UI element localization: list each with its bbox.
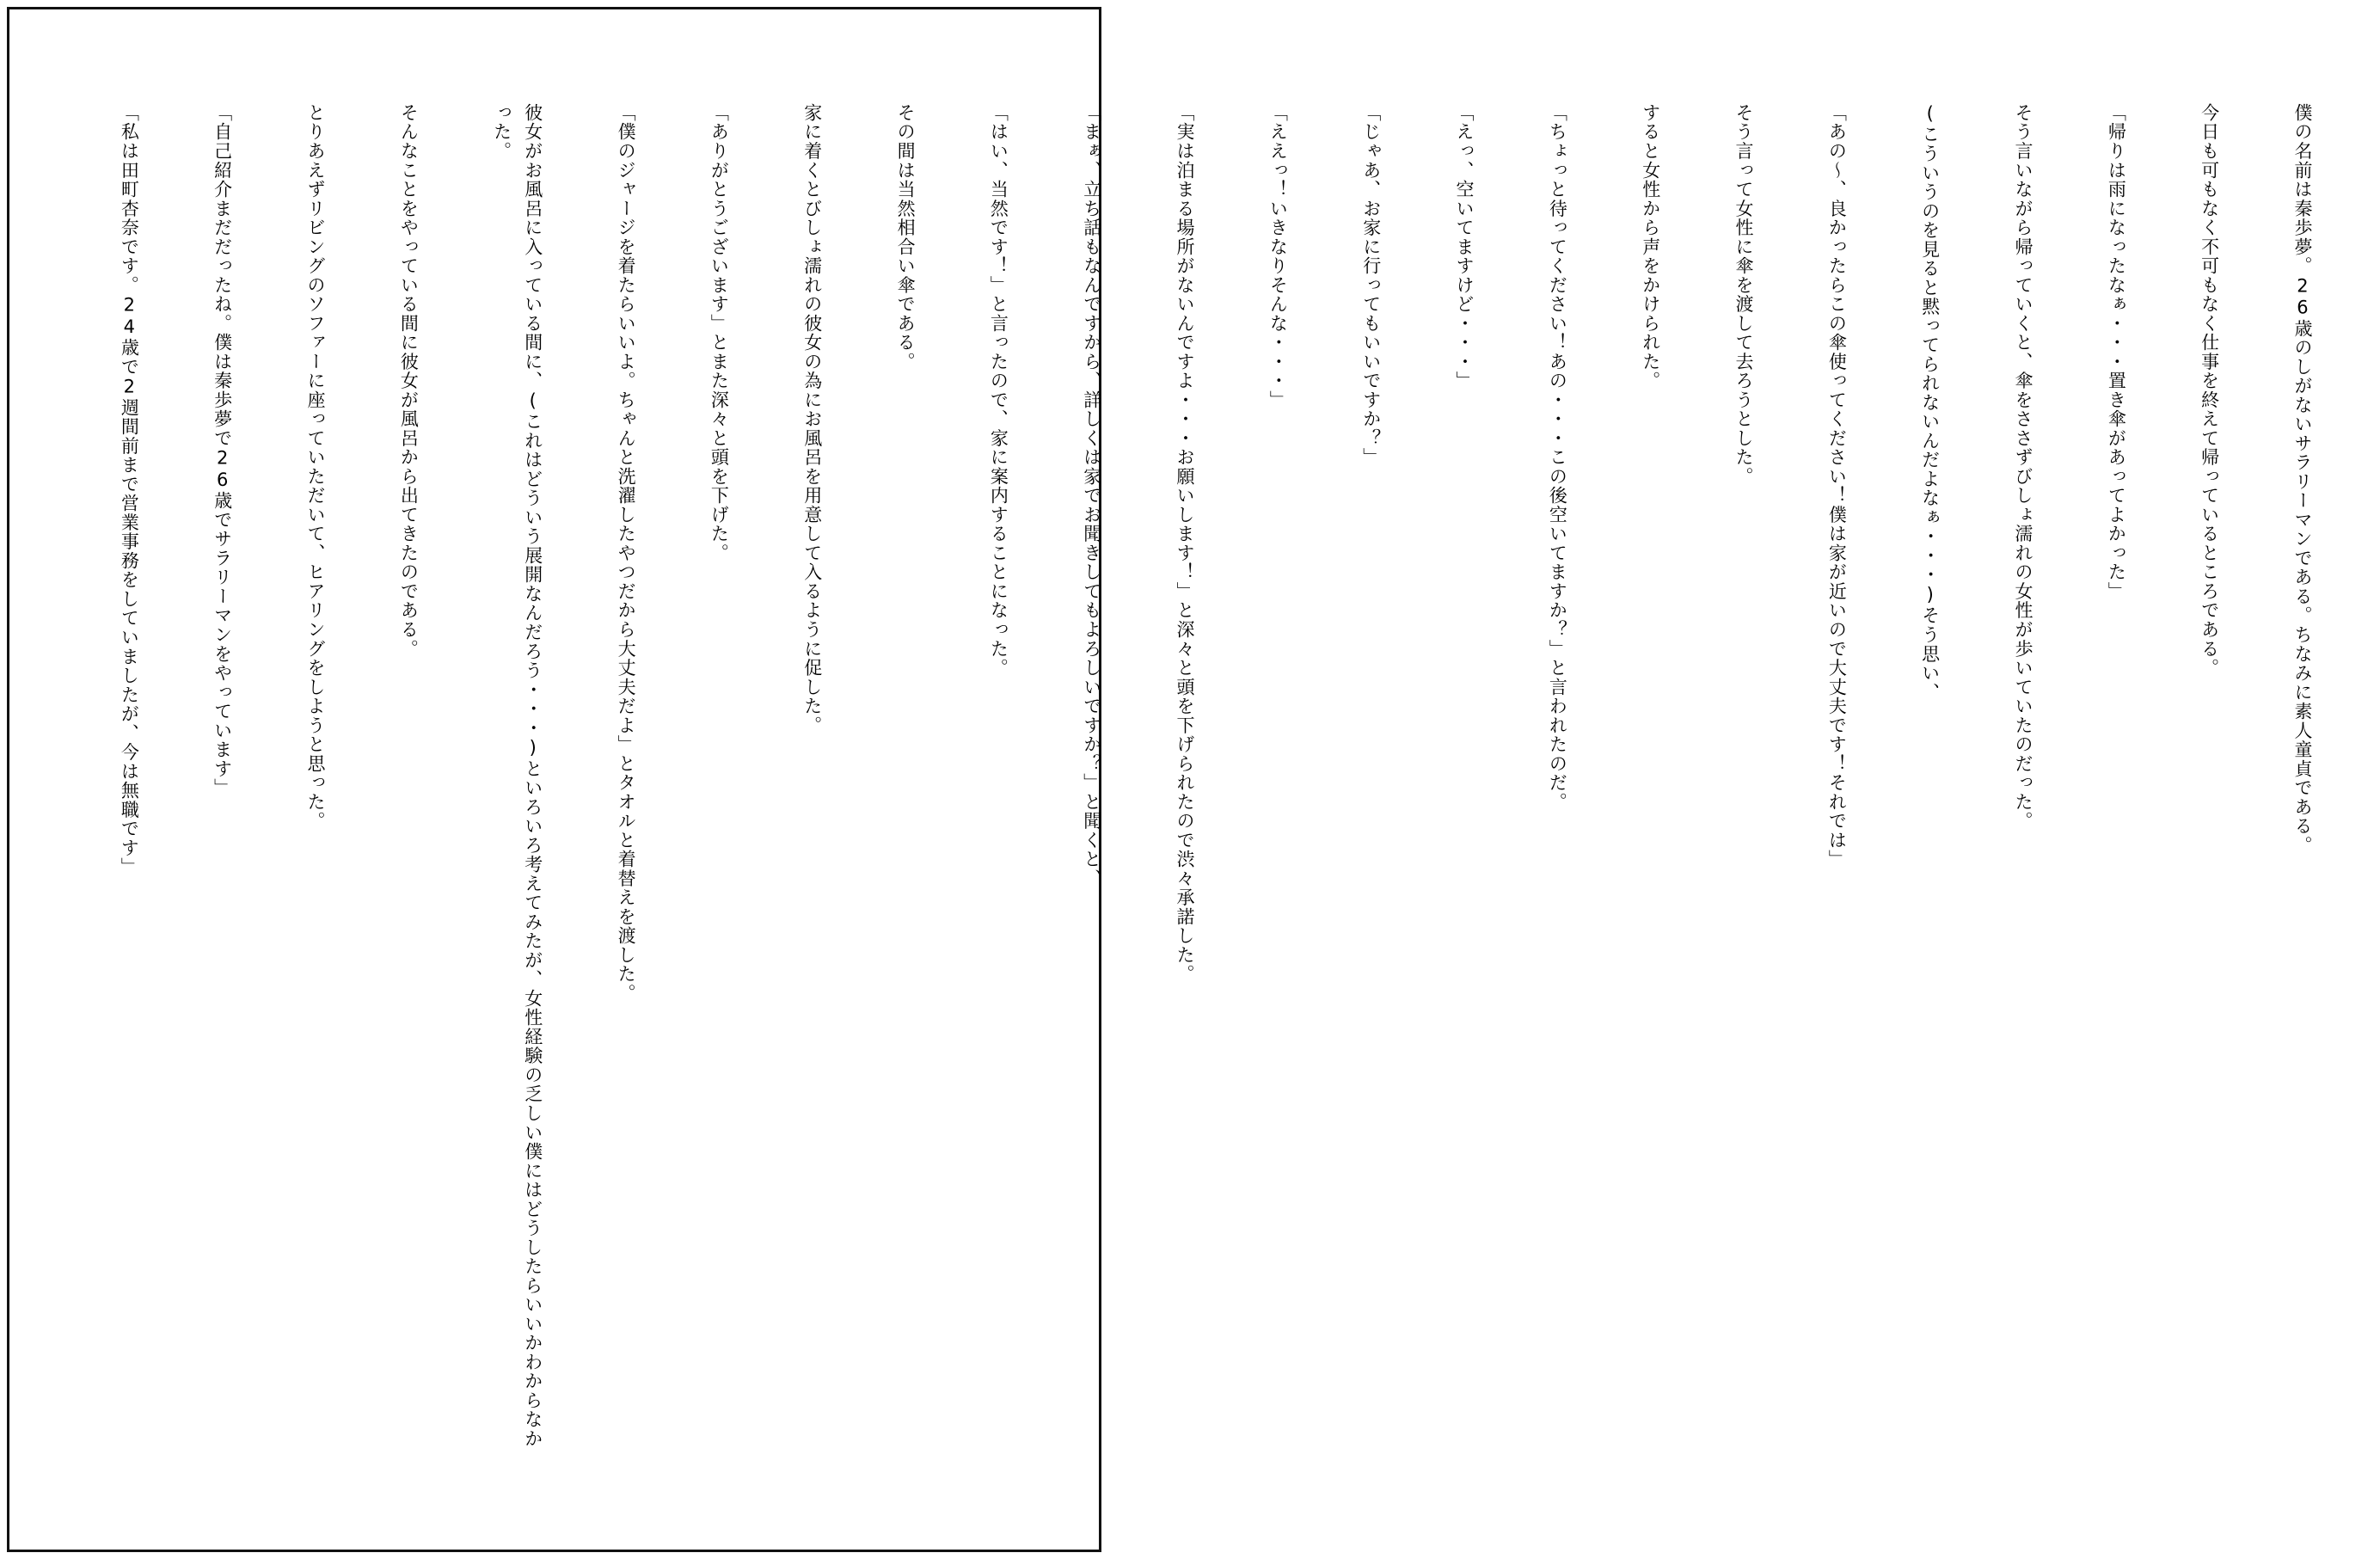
paragraph: 「ありがとうございます」とまた深々と頭を下げた。 [708, 103, 730, 563]
paragraph: 僕の名前は秦歩夢。26歳のしがないサラリーマンである。ちなみに素人童貞である。 [2291, 103, 2313, 856]
paragraph: (こういうのを見ると黙ってられないんだよなぁ・・・)そう思い、 [1919, 103, 1941, 703]
paragraph: 家に着くとびしょ濡れの彼女の為にお風呂を用意して入るように促した。 [801, 103, 823, 735]
novel-text-area [52, 103, 2313, 1453]
paragraph: 「ええっ！いきなりそんな・・・」 [1267, 103, 1289, 410]
paragraph: 彼女がお風呂に入っている間に、(これはどういう展開なんだろう・・・)といろいろ考えてみたが、女性経験の乏しい僕にはどうしたらいいかわからなかった。 [491, 103, 543, 1449]
paragraph: 今日も可もなく不可もなく仕事を終えて帰っているところである。 [2199, 103, 2220, 678]
paragraph: 「僕のジャージを着たらいいよ。ちゃんと洗濯したやつだから大丈夫だよ」とタオルと着替えを渡した。 [616, 103, 637, 1004]
paragraph: とりあえずリビングのソファーに座っていただいて、ヒアリングをしようと思った。 [304, 103, 326, 831]
vertical-text-block [52, 103, 2380, 1453]
paragraph: 「帰りは雨になったなぁ・・・置き傘があってよかった」 [2106, 103, 2127, 601]
paragraph: 「私は田町杏奈です。24歳で2週間前まで営業事務をしていましたが、今は無職です」 [119, 103, 140, 877]
paragraph: 「まぁ、立ち話もなんですから、詳しくは家でお聞きしてもよろしいですか？」と聞くと、 [1081, 103, 1102, 888]
paragraph: その間は当然相合い傘である。 [895, 103, 917, 371]
paragraph: 「じゃあ、お家に行ってもいいですか？」 [1360, 103, 1382, 467]
paragraph: 「ちょっと待ってください！あの・・・この後空いてますか？」と言われたのだ。 [1547, 103, 1568, 812]
paragraph: そう言いながら帰っていくと、傘をささずびしょ濡れの女性が歩いていたのだった。 [2013, 103, 2033, 831]
paragraph: 「自己紹介まだだったね。僕は秦歩夢で26歳でサラリーマンをやっています」 [212, 103, 233, 798]
paragraph: 「あの～、良かったらこの傘使ってください！僕は家が近いので大丈夫です！それでは」 [1826, 103, 1848, 869]
paragraph: 「はい、当然です！」と言ったので、家に案内することになった。 [988, 103, 1009, 678]
paragraph: 「実は泊まる場所がないんですよ・・・お願いします！」と深々と頭を下げられたので渋々承諾した。 [1175, 103, 1196, 984]
paragraph: 「えっ、空いてますけど・・・」 [1454, 103, 1475, 390]
paragraph: すると女性から声をかけられた。 [1640, 103, 1661, 390]
paragraph: そう言って女性に傘を渡して去ろうとした。 [1733, 103, 1755, 487]
paragraph: そんなことをやっている間に彼女が風呂から出てきたのである。 [398, 103, 420, 659]
